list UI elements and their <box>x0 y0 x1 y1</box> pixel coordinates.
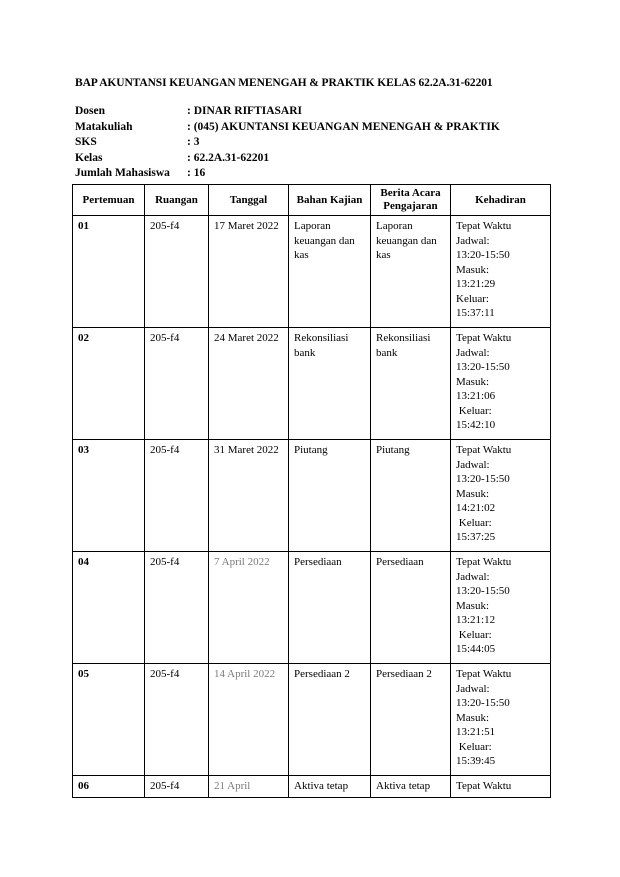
kehadiran-keluar-time: 15:44:05 <box>456 643 496 655</box>
kehadiran-status: Tepat Waktu <box>456 444 512 456</box>
kehadiran-jadwal-time: 13:20-15:50 <box>456 361 510 373</box>
info-row-sks <box>75 135 500 151</box>
cell-pertemuan: 02 <box>73 328 145 440</box>
cell-ruangan: 205-f4 <box>145 440 209 552</box>
table-row <box>73 440 551 552</box>
kehadiran-keluar-label: Keluar: <box>456 740 492 753</box>
kehadiran-masuk-time: 13:21:29 <box>456 278 496 290</box>
column-header-tanggal: Tanggal <box>209 185 289 216</box>
table-row <box>73 216 551 328</box>
table-row <box>73 328 551 440</box>
kehadiran-masuk-label: Masuk: <box>456 487 489 500</box>
cell-tanggal: 21 April <box>209 776 289 798</box>
cell-ruangan: 205-f4 <box>145 552 209 664</box>
cell-bahan-kajian: Laporan keuangan dan kas <box>289 216 371 328</box>
cell-ruangan: 205-f4 <box>145 216 209 328</box>
kehadiran-masuk-label: Masuk: <box>456 599 489 612</box>
kehadiran-keluar-time: 15:37:11 <box>456 307 495 319</box>
kehadiran-jadwal-time: 13:20-15:50 <box>456 249 510 261</box>
info-label: SKS <box>75 136 97 148</box>
cell-kehadiran <box>451 664 551 776</box>
info-value: : (045) AKUNTANSI KEUANGAN MENENGAH & PRAKTIK <box>187 120 500 133</box>
cell-tanggal: 7 April 2022 <box>209 552 289 664</box>
cell-pertemuan: 03 <box>73 440 145 552</box>
kehadiran-jadwal-label: Jadwal: <box>456 570 490 583</box>
cell-tanggal: 31 Maret 2022 <box>209 440 289 552</box>
cell-pertemuan: 06 <box>73 776 145 798</box>
kehadiran-masuk-time: 13:21:12 <box>456 614 496 626</box>
cell-kehadiran <box>451 328 551 440</box>
kehadiran-masuk-label: Masuk: <box>456 711 489 724</box>
cell-berita-acara: Persediaan 2 <box>371 664 451 776</box>
cell-pertemuan: 04 <box>73 552 145 664</box>
info-row-dosen <box>75 104 500 120</box>
kehadiran-masuk-time: 13:21:51 <box>456 726 496 738</box>
cell-tanggal: 17 Maret 2022 <box>209 216 289 328</box>
kehadiran-status: Tepat Waktu <box>456 220 512 232</box>
kehadiran-keluar-label: Keluar: <box>456 292 489 305</box>
info-row-kelas <box>75 151 500 167</box>
info-value: : 3 <box>187 136 200 148</box>
cell-berita-acara: Aktiva tetap <box>371 776 451 798</box>
info-value: : 16 <box>187 167 206 179</box>
table-header-row <box>73 185 551 216</box>
kehadiran-masuk-time: 13:21:06 <box>456 390 496 402</box>
cell-kehadiran <box>451 776 551 798</box>
column-header-kehadiran: Kehadiran <box>451 185 551 216</box>
cell-bahan-kajian: Persediaan 2 <box>289 664 371 776</box>
info-label: Jumlah Mahasiswa <box>75 167 170 179</box>
kehadiran-masuk-label: Masuk: <box>456 375 489 388</box>
info-value: : DINAR RIFTIASARI <box>187 105 303 117</box>
kehadiran-keluar-label: Keluar: <box>456 628 492 641</box>
kehadiran-jadwal-label: Jadwal: <box>456 346 490 359</box>
cell-kehadiran <box>451 440 551 552</box>
table-row <box>73 552 551 664</box>
column-header-pertemuan: Pertemuan <box>73 185 145 216</box>
kehadiran-masuk-time: 14:21:02 <box>456 502 496 514</box>
cell-ruangan: 205-f4 <box>145 776 209 798</box>
cell-bahan-kajian: Piutang <box>289 440 371 552</box>
cell-berita-acara: Laporan keuangan dan kas <box>371 216 451 328</box>
cell-berita-acara: Rekonsiliasi bank <box>371 328 451 440</box>
kehadiran-status: Tepat Waktu <box>456 780 512 792</box>
cell-berita-acara: Piutang <box>371 440 451 552</box>
cell-ruangan: 205-f4 <box>145 664 209 776</box>
cell-pertemuan: 05 <box>73 664 145 776</box>
kehadiran-jadwal-label: Jadwal: <box>456 234 490 247</box>
cell-ruangan: 205-f4 <box>145 328 209 440</box>
kehadiran-status: Tepat Waktu <box>456 332 512 344</box>
column-header-berita-acara: Berita Acara Pengajaran <box>371 185 451 216</box>
document-title: BAP AKUNTANSI KEUANGAN MENENGAH & PRAKTIK KELAS 62.2A.31-62201 <box>75 77 493 89</box>
info-label: Matakuliah <box>75 120 133 133</box>
cell-kehadiran <box>451 552 551 664</box>
cell-bahan-kajian: Rekonsiliasi bank <box>289 328 371 440</box>
kehadiran-keluar-time: 15:39:45 <box>456 755 496 767</box>
cell-berita-acara: Persediaan <box>371 552 451 664</box>
table-row <box>73 664 551 776</box>
kehadiran-status: Tepat Waktu <box>456 556 512 568</box>
cell-tanggal: 24 Maret 2022 <box>209 328 289 440</box>
info-value: : 62.2A.31-62201 <box>187 151 270 164</box>
info-row-jumlah-mahasiswa <box>75 166 500 182</box>
kehadiran-jadwal-label: Jadwal: <box>456 458 490 471</box>
kehadiran-masuk-label: Masuk: <box>456 263 489 276</box>
kehadiran-keluar-time: 15:42:10 <box>456 419 496 431</box>
info-label: Kelas <box>75 151 103 164</box>
kehadiran-jadwal-label: Jadwal: <box>456 682 490 695</box>
cell-bahan-kajian: Aktiva tetap <box>289 776 371 798</box>
attendance-table <box>72 184 551 798</box>
info-label: Dosen <box>75 105 106 117</box>
kehadiran-jadwal-time: 13:20-15:50 <box>456 473 510 485</box>
kehadiran-jadwal-time: 13:20-15:50 <box>456 585 510 597</box>
cell-pertemuan: 01 <box>73 216 145 328</box>
cell-kehadiran <box>451 216 551 328</box>
table-row <box>73 776 551 798</box>
cell-bahan-kajian: Persediaan <box>289 552 371 664</box>
kehadiran-keluar-time: 15:37:25 <box>456 531 496 543</box>
cell-tanggal: 14 April 2022 <box>209 664 289 776</box>
kehadiran-jadwal-time: 13:20-15:50 <box>456 697 510 709</box>
kehadiran-keluar-label: Keluar: <box>456 516 492 529</box>
column-header-bahan-kajian: Bahan Kajian <box>289 185 371 216</box>
kehadiran-keluar-label: Keluar: <box>456 404 492 417</box>
kehadiran-status: Tepat Waktu <box>456 668 512 680</box>
column-header-ruangan: Ruangan <box>145 185 209 216</box>
course-info <box>75 104 500 182</box>
info-row-matakuliah <box>75 120 500 136</box>
